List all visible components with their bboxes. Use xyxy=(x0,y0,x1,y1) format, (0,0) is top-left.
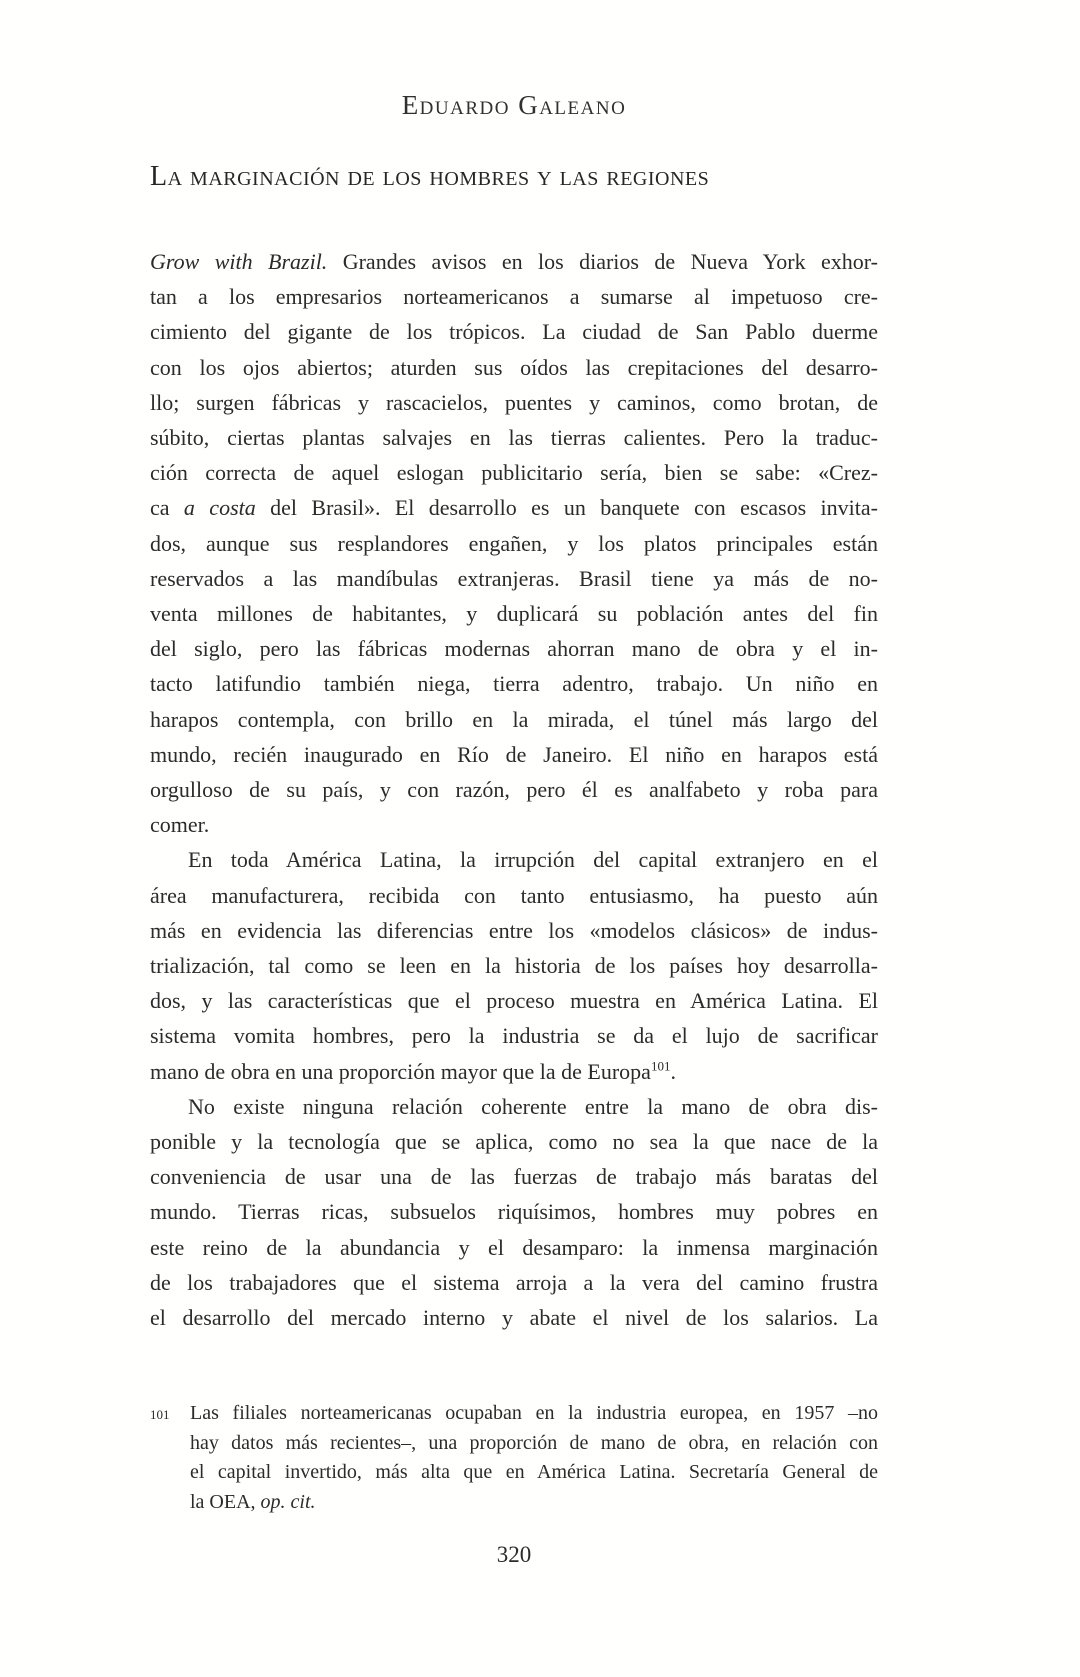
page-number: 320 xyxy=(496,1542,532,1567)
footnote-line: el capital invertido, más alta que en América Latina. Secretaría General de xyxy=(190,1461,878,1483)
text-line: súbito, ciertas plantas salvajes en las tierras calientes. Pero la traduc- xyxy=(150,425,878,451)
text-line: dos, aunque sus resplandores engañen, y los platos principales están xyxy=(150,530,878,556)
text-line xyxy=(150,244,878,279)
text-line xyxy=(150,1054,878,1089)
text-line: orgulloso de su país, y con razón, pero él es analfabeto y roba para xyxy=(150,777,878,803)
italic-phrase: a costa xyxy=(183,495,256,521)
footnote-line: Las filiales norteamericanas ocupaban en la industria europea, en 1957 –no xyxy=(190,1402,878,1424)
text-line xyxy=(150,490,878,525)
text-line: llo; surgen fábricas y rascacielos, puentes y caminos, como brotan, de xyxy=(150,389,878,415)
footnote-line xyxy=(190,1488,878,1518)
text-line: trialización, tal como se leen en la historia de los países hoy desarrolla- xyxy=(150,953,878,979)
text-line: de los trabajadores que el sistema arroja a la vera del camino frustra xyxy=(150,1269,878,1295)
text-line: En toda América Latina, la irrupción del capital extranjero en el xyxy=(188,847,878,873)
text-line: el desarrollo del mercado interno y abate el nivel de los salarios. La xyxy=(150,1305,878,1331)
italic-phrase: Grow with Brazil. xyxy=(150,249,328,274)
text-segment: la OEA, xyxy=(190,1490,261,1513)
text-line: conveniencia de usar una de las fuerzas de trabajo más baratas del xyxy=(150,1164,878,1190)
text-line: este reino de la abundancia y el desamparo: la inmensa marginación xyxy=(150,1234,878,1260)
section-title: La marginación de los hombres y las regiones xyxy=(150,161,710,192)
text-segment: ca xyxy=(150,495,184,521)
footnote-marker: 101 xyxy=(150,1407,170,1422)
text-line: harapos contempla, con brillo en la mirada, el túnel más largo del xyxy=(150,706,878,732)
text-line: ción correcta de aquel eslogan publicitario sería, bien se sabe: «Crez- xyxy=(150,460,878,486)
text-line: tacto latifundio también niega, tierra adentro, trabajo. Un niño en xyxy=(150,671,878,697)
text-segment: . xyxy=(670,1058,676,1084)
footnote-ref: 101 xyxy=(650,1058,671,1074)
text-line: sistema vomita hombres, pero la industria se da el lujo de sacrificar xyxy=(150,1023,878,1049)
text-line: mundo. Tierras ricas, subsuelos riquísimos, hombres muy pobres en xyxy=(150,1199,878,1225)
text-line: venta millones de habitantes, y duplicará su población antes del fin xyxy=(150,601,878,627)
running-header: Eduardo Galeano xyxy=(401,90,627,120)
text-line: dos, y las características que el proceso muestra en América Latina. El xyxy=(150,988,878,1014)
text-segment: del Brasil». El desarrollo es un banquete con escasos invita- xyxy=(255,495,878,521)
footnote xyxy=(150,1399,878,1517)
text-segment: Grandes avisos en los diarios de Nueva York exhor- xyxy=(327,249,878,274)
footnote-text xyxy=(190,1399,878,1517)
text-line: más en evidencia las diferencias entre los «modelos clásicos» de indus- xyxy=(150,917,878,943)
text-line: comer. xyxy=(150,812,210,838)
text-line: área manufacturera, recibida con tanto entusiasmo, ha puesto aún xyxy=(150,882,878,908)
text-line: No existe ninguna relación coherente entre la mano de obra dis- xyxy=(188,1093,878,1119)
text-line: ponible y la tecnología que se aplica, como no sea la que nace de la xyxy=(150,1129,878,1155)
text-line: con los ojos abiertos; aturden sus oídos las crepitaciones del desarro- xyxy=(150,354,878,380)
italic-phrase: op. cit. xyxy=(260,1490,316,1513)
text-line: tan a los empresarios norteamericanos a sumarse al impetuoso cre- xyxy=(150,284,878,310)
text-line: mundo, recién inaugurado en Río de Janeiro. El niño en harapos está xyxy=(150,741,878,767)
text-line: del siglo, pero las fábricas modernas ahorran mano de obra y el in- xyxy=(150,636,878,662)
text-segment: mano de obra en una proporción mayor que la de Europa xyxy=(150,1058,651,1084)
footnote-line: hay datos más recientes–, una proporción de mano de obra, en relación con xyxy=(190,1431,878,1454)
text-line: cimiento del gigante de los trópicos. La ciudad de San Pablo duerme xyxy=(150,319,878,345)
text-line: reservados a las mandíbulas extranjeras. Brasil tiene ya más de no- xyxy=(150,565,878,591)
body-text xyxy=(150,244,878,1335)
